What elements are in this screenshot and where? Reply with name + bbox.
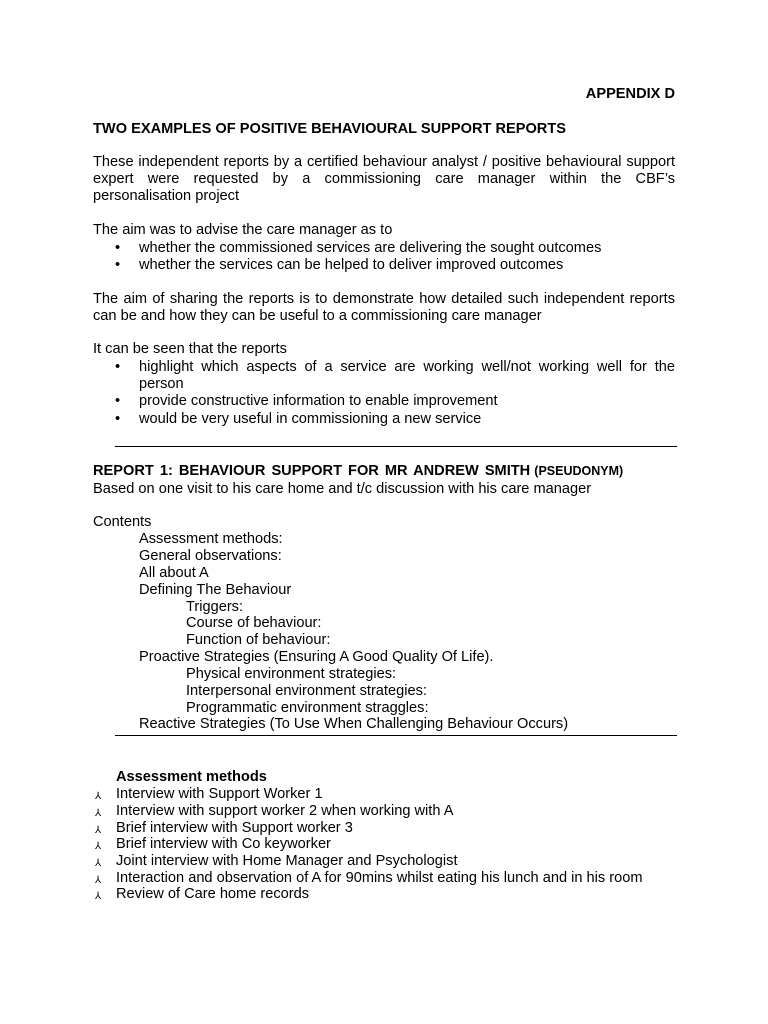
aim-bullet-2: whether the services can be helped to deliver improved outcomes [139, 257, 564, 273]
sharing-paragraph: The aim of sharing the reports is to demonstrate how detailed such independent reports can be and how they can be useful to a commissioning care manager [93, 291, 675, 324]
bullet: • [115, 393, 121, 409]
contents-item: Reactive Strategies (To Use When Challenging Behaviour Occurs) [139, 716, 569, 732]
assessment-item: Interview with support worker 2 when working with A [116, 803, 454, 819]
triangle-bullet-icon: ⅄ [95, 791, 102, 802]
triangle-bullet-icon: ⅄ [95, 808, 102, 819]
report-basis: Based on one visit to his care home and t/c discussion with his care manager [93, 481, 592, 497]
contents-item: All about A [139, 565, 209, 581]
divider [115, 735, 677, 736]
contents-label: Contents [93, 514, 152, 530]
aim-intro: The aim was to advise the care manager as to [93, 222, 393, 238]
aim-bullet-1: whether the commissioned services are delivering the sought outcomes [139, 240, 602, 256]
report-title: REPORT 1: BEHAVIOUR SUPPORT FOR MR ANDREW SMITH [93, 463, 531, 479]
triangle-bullet-icon: ⅄ [95, 875, 102, 886]
contents-subitem: Triggers: [186, 599, 244, 615]
contents-subitem: Programmatic environment straggles: [186, 700, 429, 716]
assessment-item: Brief interview with Co keyworker [116, 836, 331, 852]
triangle-bullet-icon: ⅄ [95, 841, 102, 852]
seen-bullet-1: highlight which aspects of a service are working well/not working well for the [139, 359, 675, 375]
seen-intro: It can be seen that the reports [93, 341, 287, 357]
contents-subitem: Course of behaviour: [186, 615, 322, 631]
contents-item: Assessment methods: [139, 531, 283, 547]
assessment-item: Interview with Support Worker 1 [116, 786, 323, 802]
assessment-heading: Assessment methods [116, 769, 267, 785]
report-pseudonym: (PSEUDONYM) [534, 464, 624, 478]
seen-bullet-2: provide constructive information to enable improvement [139, 393, 498, 409]
appendix-label: APPENDIX D [585, 86, 675, 102]
contents-subitem: Physical environment strategies: [186, 666, 397, 682]
seen-bullet-3: would be very useful in commissioning a new service [139, 411, 482, 427]
report-heading [93, 463, 623, 480]
triangle-bullet-icon: ⅄ [95, 825, 102, 836]
intro-paragraph: These independent reports by a certified behaviour analyst / positive behavioural support expert were requested by a commissioning care manager within the CBF’s personalisation project [93, 154, 675, 204]
triangle-bullet-icon: ⅄ [95, 858, 102, 869]
assessment-item: Brief interview with Support worker 3 [116, 820, 353, 836]
contents-item: Defining The Behaviour [139, 582, 292, 598]
contents-item: Proactive Strategies (Ensuring A Good Quality Of Life). [139, 649, 494, 665]
divider [115, 446, 677, 447]
bullet: • [115, 240, 121, 256]
triangle-bullet-icon: ⅄ [95, 891, 102, 902]
assessment-item: Interaction and observation of A for 90mins whilst eating his lunch and in his room [116, 870, 643, 886]
seen-bullet-1-cont: person [139, 376, 184, 392]
contents-subitem: Function of behaviour: [186, 632, 331, 648]
bullet: • [115, 359, 121, 375]
assessment-item: Review of Care home records [116, 886, 310, 902]
bullet: • [115, 411, 121, 427]
bullet: • [115, 257, 121, 273]
main-title: TWO EXAMPLES OF POSITIVE BEHAVIOURAL SUPPORT REPORTS [93, 121, 566, 137]
assessment-item: Joint interview with Home Manager and Psychologist [116, 853, 458, 869]
contents-subitem: Interpersonal environment strategies: [186, 683, 427, 699]
contents-item: General observations: [139, 548, 282, 564]
